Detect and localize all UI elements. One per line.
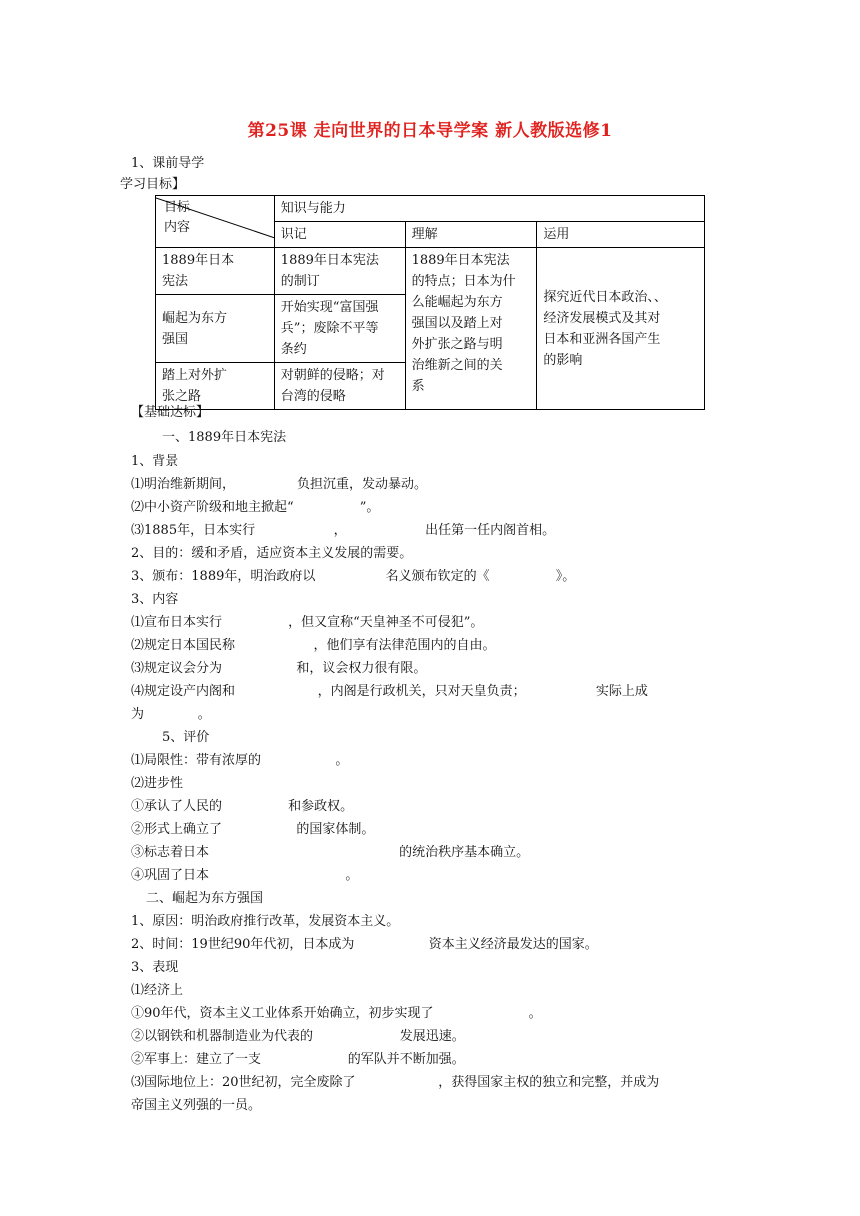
text-line: 2、时间：19世纪90年代初，日本成为 资本主义经济最发达的国家。: [131, 937, 598, 952]
text-line: 1、原因：明治政府推行改革，发展资本主义。: [131, 914, 400, 929]
cell-line: 的制订: [280, 274, 320, 289]
learning-goals-table: [155, 195, 705, 410]
row-content-cell: [156, 363, 275, 410]
text-line: ①承认了人民的 和参政权。: [131, 799, 354, 814]
text-line: ③标志着日本 的统治秩序基本确立。: [131, 845, 530, 860]
text-line: ⑵中小资产阶级和地主掀起“ ”。: [131, 500, 380, 515]
cell-line: 经济发展模式及其对: [543, 310, 661, 326]
text-line: ②以钢铁和机器制造业为代表的 发展迅速。: [131, 1029, 465, 1044]
table-corner-cell: [156, 196, 275, 248]
cell-line: 日本和亚洲各国产生: [543, 331, 661, 347]
cell-line: 外扩张之路与明: [411, 337, 503, 352]
cell-line: 的影响: [543, 352, 583, 368]
cell-line: 么能崛起为东方: [411, 295, 503, 310]
cell-line: 条约: [280, 342, 307, 357]
corner-label-content: 内容: [164, 220, 191, 235]
col-header-understand: 理解: [405, 222, 537, 248]
col-header-apply: 运用: [537, 222, 705, 248]
subsection-heading: 二、崛起为东方强国: [146, 891, 264, 906]
text-line: ⑶1885年，日本实行 ， 出任第一任内阁首相。: [131, 523, 556, 538]
cell-line: 系: [411, 379, 425, 394]
understand-cell: [405, 248, 537, 410]
text-line: ⑶规定议会分为 和，议会权力很有限。: [131, 661, 427, 676]
section-intro: 1、课前导学: [131, 156, 205, 171]
cell-line: 探究近代日本政治、、: [543, 289, 667, 305]
cell-line: 兵”；废除不平等: [280, 321, 379, 336]
cell-line: 1889年日本宪法: [280, 253, 379, 268]
text-line: ②形式上确立了 的国家体制。: [131, 822, 375, 837]
text-line: ⑵规定日本国民称 ，他们享有法律范围内的自由。: [131, 638, 496, 653]
text-line: ⑴局限性：带有浓厚的 。: [131, 753, 349, 768]
row-content-cell: [156, 248, 275, 295]
row-memorize-cell: [274, 363, 405, 410]
cell-line: 崛起为东方: [162, 310, 228, 326]
goals-label: 学习目标】: [120, 177, 186, 192]
row-memorize-cell: [274, 295, 405, 363]
cell-line: 1889年日本宪法: [411, 253, 510, 268]
text-line: ⑴宣布日本实行 ，但又宣称“天皇神圣不可侵犯”。: [131, 615, 484, 630]
row-content-cell: [156, 295, 275, 363]
text-line: ②军事上：建立了一支 的军队并不断加强。: [131, 1052, 465, 1067]
col-header-memorize: 识记: [274, 222, 405, 248]
corner-label-goal: 目标: [164, 200, 191, 215]
cell-line: 1889年日本: [162, 253, 235, 268]
text-line: ⑴明治维新期间， 负担沉重，发动暴动。: [131, 477, 427, 492]
cell-line: 强国以及踏上对: [411, 316, 503, 331]
section-heading: 【基础达标】: [131, 405, 210, 420]
text-line: ⑴经济上: [131, 983, 184, 998]
cell-line: 治维新之间的关: [411, 358, 503, 373]
cell-line: 开始实现“富国强: [280, 300, 379, 315]
text-line: 帝国主义列强的一员。: [131, 1098, 262, 1113]
text-line: ⑷规定设产内阁和 ，内阁是行政机关，只对天皇负责； 实际上成: [131, 684, 648, 699]
group-header: 知识与能力: [274, 196, 704, 222]
text-line: ①90年代，资本主义工业体系开始确立，初步实现了 。: [131, 1006, 542, 1021]
page-title: 第25课 走向世界的日本导学案 新人教版选修1: [247, 121, 613, 141]
text-line: 3、内容: [131, 592, 179, 607]
text-line: 1、背景: [131, 454, 179, 469]
cell-line: 对朝鲜的侵略；对: [280, 368, 385, 383]
text-line: 为 。: [131, 707, 211, 722]
cell-line: 宪法: [162, 274, 189, 289]
subsection-heading: 一、1889年日本宪法: [162, 430, 287, 445]
cell-line: 台湾的侵略: [280, 389, 346, 404]
row-memorize-cell: [274, 248, 405, 295]
text-line: ⑵进步性: [131, 776, 184, 791]
cell-line: 张之路: [162, 389, 202, 404]
text-line: ⑶国际地位上：20世纪初，完全废除了 ，获得国家主权的独立和完整，并成为: [131, 1075, 660, 1090]
cell-line: 踏上对外扩: [162, 368, 228, 383]
cell-line: 的特点；日本为什: [411, 274, 516, 289]
text-line: 3、表现: [131, 960, 179, 975]
text-line: 2、目的：缓和矛盾，适应资本主义发展的需要。: [131, 546, 413, 561]
text-line: ④巩固了日本 。: [131, 868, 359, 883]
cell-line: 强国: [162, 331, 189, 347]
text-line: 3、颁布：1889年，明治政府以 名义颁布钦定的《 》。: [131, 569, 576, 584]
subsection-heading: 5、评价: [162, 730, 210, 745]
apply-cell: [537, 248, 705, 410]
